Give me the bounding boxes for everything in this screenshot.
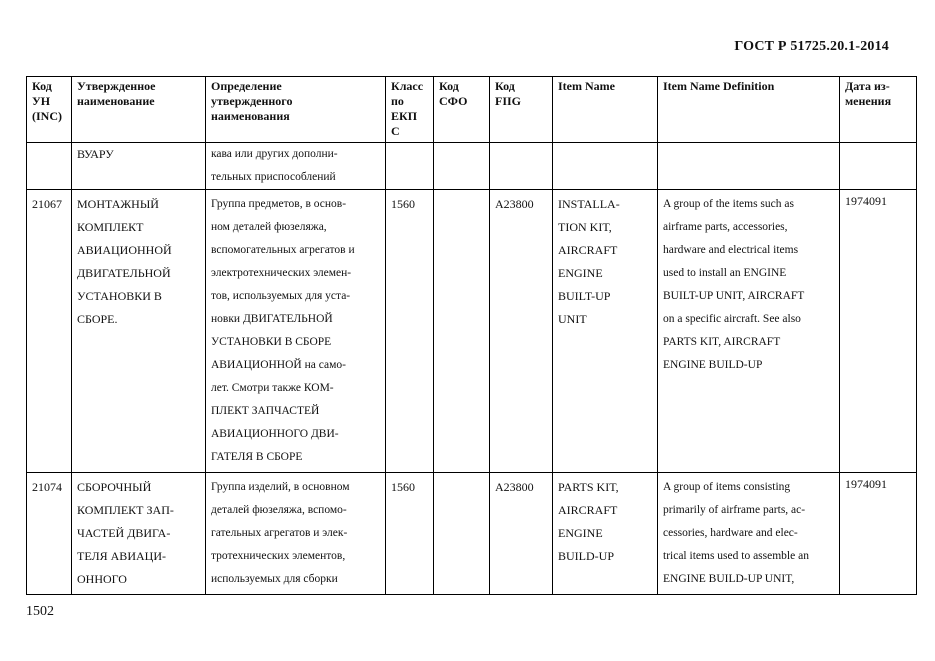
nomenclature-table [26, 76, 917, 595]
cell-class: 1560 [386, 190, 434, 473]
cell-approved-name: МОНТАЖНЫЙ КОМПЛЕКТ АВИАЦИОННОЙ ДВИГАТЕЛЬНОЙ УСТАНОВКИ В СБОРЕ. [72, 190, 206, 473]
cell-sfo [434, 473, 490, 595]
cell-item-name [553, 143, 658, 190]
page-number: 1502 [26, 604, 54, 619]
table-row [27, 473, 917, 595]
cell-inc [27, 143, 72, 190]
column-header-fiig: Код FIIG [490, 77, 553, 143]
column-header-class: Класс по ЕКП С [386, 77, 434, 143]
column-header-inc: Код УН (INC) [27, 77, 72, 143]
column-header-item-definition: Item Name Definition [658, 77, 840, 143]
cell-definition: Группа предметов, в основ- ном деталей фюзеляжа, вспомогательных агрегатов и электротехнических элемен- тов, используемых для уста- новки ДВИГАТЕЛЬНОЙ УСТАНОВКИ В СБОРЕ АВИАЦИОННОЙ на само- лет. Смотри также КОМ- ПЛЕКТ ЗАПЧАСТЕЙ АВИАЦИОННОГО ДВИ- ГАТЕЛЯ В СБОРЕ [206, 190, 386, 473]
table-row [27, 190, 917, 473]
table-header-row [27, 77, 917, 143]
column-header-definition: Определение утвержденного наименования [206, 77, 386, 143]
cell-class: 1560 [386, 473, 434, 595]
document-header: ГОСТ Р 51725.20.1-2014 [734, 39, 889, 54]
column-header-sfo: Код СФО [434, 77, 490, 143]
cell-item-definition [658, 143, 840, 190]
cell-class [386, 143, 434, 190]
cell-inc: 21074 [27, 473, 72, 595]
cell-approved-name: СБОРОЧНЫЙ КОМПЛЕКТ ЗАП- ЧАСТЕЙ ДВИГА- ТЕЛЯ АВИАЦИ- ОННОГО [72, 473, 206, 595]
cell-item-definition: A group of the items such as airframe parts, accessories, hardware and electrical items used to install an ENGINE BUILT-UP UNIT, AIRCRAFT on a specific aircraft. See also PARTS KIT, AIRCRAFT ENGINE BUILD-UP [658, 190, 840, 473]
cell-fiig: A23800 [490, 190, 553, 473]
cell-fiig: A23800 [490, 473, 553, 595]
table-row [27, 143, 917, 190]
cell-item-name: INSTALLA- TION KIT, AIRCRAFT ENGINE BUILT-UP UNIT [553, 190, 658, 473]
cell-item-name: PARTS KIT, AIRCRAFT ENGINE BUILD-UP [553, 473, 658, 595]
column-header-change-date: Дата из- менения [840, 77, 917, 143]
cell-sfo [434, 190, 490, 473]
cell-fiig [490, 143, 553, 190]
cell-change-date: 1974091 [840, 473, 917, 595]
cell-definition: Группа изделий, в основном деталей фюзеляжа, вспомо- гательных агрегатов и элек- тротехнических элементов, используемых для сборки [206, 473, 386, 595]
cell-definition: кава или других дополни- тельных приспособлений [206, 143, 386, 190]
cell-approved-name: ВУАРУ [72, 143, 206, 190]
cell-sfo [434, 143, 490, 190]
cell-item-definition: A group of items consisting primarily of airframe parts, ac- cessories, hardware and elec- trical items used to assemble an ENGINE BUILD-UP UNIT, [658, 473, 840, 595]
column-header-approved-name: Утвержденное наименование [72, 77, 206, 143]
cell-change-date: 1974091 [840, 190, 917, 473]
cell-change-date [840, 143, 917, 190]
cell-inc: 21067 [27, 190, 72, 473]
column-header-item-name: Item Name [553, 77, 658, 143]
